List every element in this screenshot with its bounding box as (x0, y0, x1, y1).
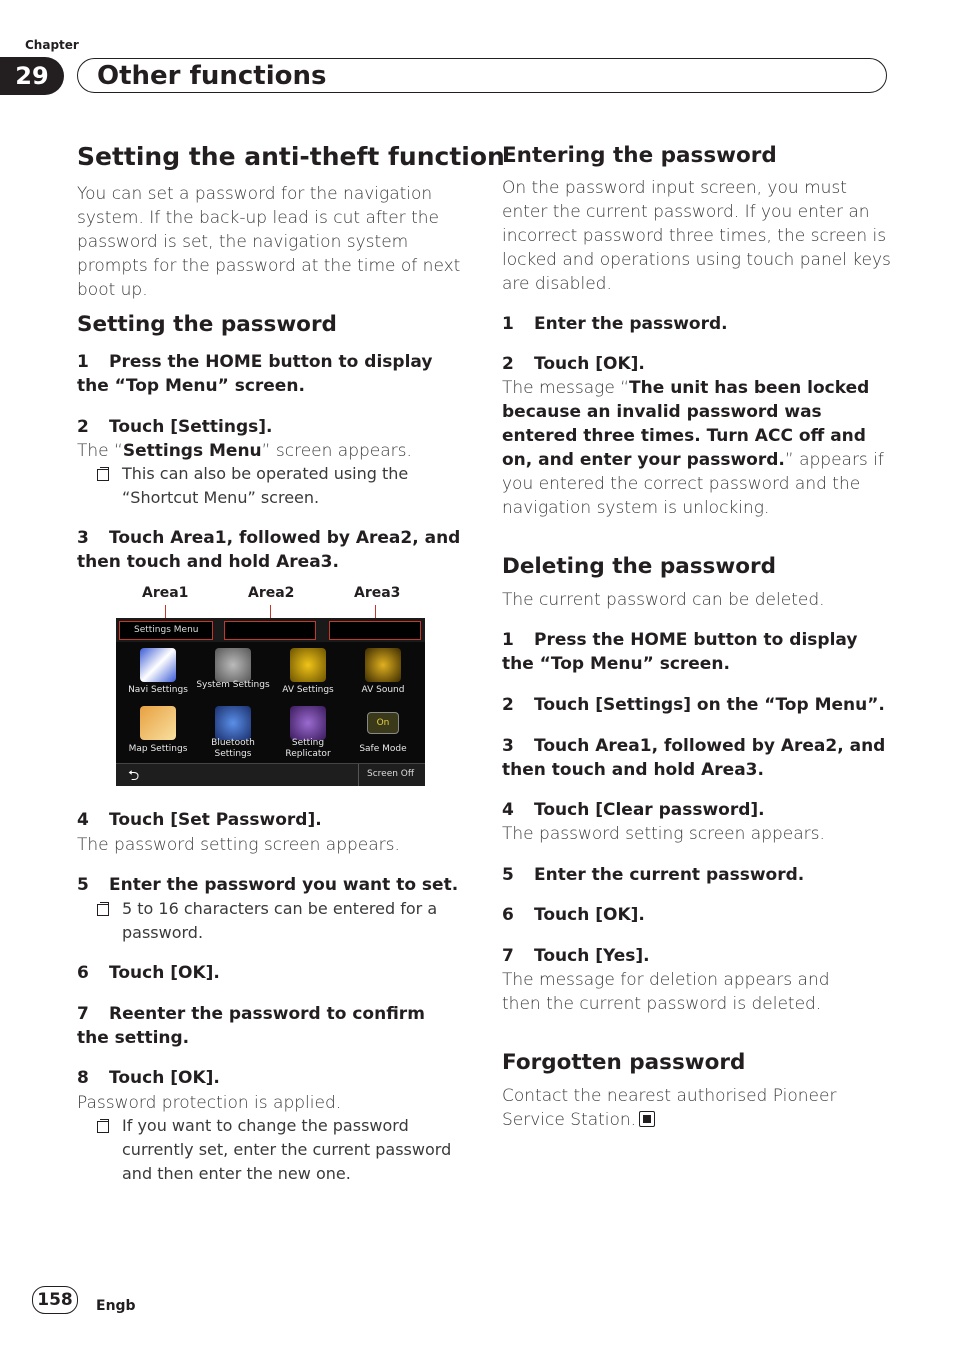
step-5: 5 Enter the password you want to set. (77, 875, 459, 895)
bluetooth-icon[interactable] (215, 706, 251, 740)
step-4: 4 Touch [Set Password]. (77, 810, 322, 830)
deleting-heading: Deleting the password (502, 554, 776, 579)
step-1: 1 Press the HOME button to display the “Top Menu” screen. (77, 352, 433, 396)
deleting-step-3: 3 Touch Area1, followed by Area2, and then touch and hold Area3. (502, 736, 886, 780)
step-5-note-text: 5 to 16 characters can be entered for a password. (122, 899, 438, 942)
note-checkbox-icon (97, 469, 109, 481)
map-settings-icon[interactable] (140, 706, 176, 740)
settings-menu-screenshot (116, 618, 425, 786)
back-arrow-icon[interactable]: ⮌ (128, 768, 140, 784)
bottom-divider (358, 764, 359, 786)
area1-label: Area1 (142, 585, 189, 601)
setting-replicator-label: Setting Replicator (285, 738, 331, 759)
deleting-step-7-text: Touch [Yes]. (534, 946, 650, 966)
deleting-step-7: 7 Touch [Yes]. (502, 946, 650, 966)
setting-replicator-icon[interactable] (290, 706, 326, 740)
locked-message: The unit has been locked because an invalid password was entered three times. Turn ACC off and on, and enter your password. (502, 378, 870, 470)
entering-step-2-result (502, 376, 892, 520)
language-code: Engb (96, 1298, 136, 1314)
entering-step-2-text: Touch [OK]. (534, 354, 645, 374)
step-8-text: Touch [OK]. (109, 1068, 220, 1088)
entering-step-1: 1 Enter the password. (502, 314, 728, 334)
chapter-title: Other functions (97, 61, 327, 91)
entering-step-1-text: Enter the password. (534, 314, 728, 334)
deleting-step-3-text: Touch Area1, followed by Area2, and then touch and hold Area3. (502, 736, 886, 780)
step-2-result-post: ” screen appears. (261, 441, 412, 461)
step-3-text: Touch Area1, followed by Area2, and then touch and hold Area3. (77, 528, 461, 572)
step-7-text: Reenter the password to confirm the setting. (77, 1004, 425, 1048)
safe-mode-icon[interactable]: On (367, 712, 399, 734)
deleting-step-5-text: Enter the current password. (534, 865, 805, 885)
deleting-step-4: 4 Touch [Clear password]. (502, 800, 765, 820)
entering-result-post: ” appears if you entered the correct password and the navigation system is unlocking. (502, 450, 884, 518)
step-2-note-text: This can also be operated using the “Shortcut Menu” screen. (122, 464, 409, 507)
forgotten-body-text: Contact the nearest authorised Pioneer Service Station. (502, 1086, 837, 1130)
step-3: 3 Touch Area1, followed by Area2, and then touch and hold Area3. (77, 528, 461, 572)
screen-off-button[interactable]: Screen Off (367, 769, 415, 779)
forgotten-body (502, 1084, 872, 1132)
area1-tab[interactable] (119, 621, 213, 640)
step-6: 6 Touch [OK]. (77, 963, 220, 983)
safe-mode-label: Safe Mode (359, 744, 407, 754)
deleting-step-4-text: Touch [Clear password]. (534, 800, 765, 820)
entering-heading: Entering the password (502, 143, 777, 168)
step-4-text: Touch [Set Password]. (109, 810, 322, 830)
screen-title: Settings Menu (134, 625, 199, 635)
intro-text: You can set a password for the navigation system. If the back-up lead is cut after the password is set, the navigation system prompts for the password at the time of next boot up. (77, 184, 461, 300)
step-7: 7 Reenter the password to confirm the setting. (77, 1004, 425, 1048)
av-sound-icon[interactable] (365, 648, 401, 682)
deleting-step-6-text: Touch [OK]. (534, 905, 645, 925)
map-settings-label: Map Settings (128, 744, 188, 754)
bluetooth-settings-label: Bluetooth Settings (211, 738, 255, 759)
step-1-text: Press the HOME button to display the “Top Menu” screen. (77, 352, 433, 396)
deleting-step-2-text: Touch [Settings] on the “Top Menu”. (534, 695, 885, 715)
deleting-body: The current password can be deleted. (502, 590, 825, 610)
step-8: 8 Touch [OK]. (77, 1068, 220, 1088)
navi-settings-label: Navi Settings (128, 685, 188, 695)
note-checkbox-icon (97, 1121, 109, 1133)
step-6-text: Touch [OK]. (109, 963, 220, 983)
area2-tab[interactable] (224, 621, 316, 640)
av-settings-icon[interactable] (290, 648, 326, 682)
section-title: Setting the anti-theft function (77, 142, 505, 171)
system-settings-icon[interactable] (215, 648, 251, 682)
step-2-text: Touch [Settings]. (109, 417, 273, 437)
area2-label: Area2 (248, 585, 295, 601)
entering-step-2: 2 Touch [OK]. (502, 354, 645, 374)
step-8-note (77, 1114, 462, 1186)
deleting-step-5: 5 Enter the current password. (502, 865, 805, 885)
deleting-step-6: 6 Touch [OK]. (502, 905, 645, 925)
page-number: 158 (32, 1286, 78, 1314)
settings-menu-label: Settings Menu (122, 441, 262, 461)
screen-bottom-bar (116, 763, 425, 786)
setting-password-heading: Setting the password (77, 312, 337, 337)
av-settings-label: AV Settings (282, 685, 334, 695)
step-4-result: The password setting screen appears. (77, 835, 400, 855)
deleting-step-4-result: The password setting screen appears. (502, 824, 825, 844)
deleting-step-2: 2 Touch [Settings] on the “Top Menu”. (502, 695, 885, 715)
deleting-step-7-result: The message for deletion appears and then the current password is deleted. (502, 970, 830, 1014)
entering-result-pre: The message “ (502, 378, 630, 398)
chapter-label: Chapter (25, 38, 79, 52)
step-2: 2 Touch [Settings]. (77, 417, 273, 437)
step-8-result: Password protection is applied. (77, 1093, 342, 1113)
end-of-section-icon (639, 1111, 655, 1127)
note-checkbox-icon (97, 904, 109, 916)
entering-body: On the password input screen, you must enter the current password. If you enter an incorrect password three times, the screen is locked and operations using touch panel keys are disabled. (502, 178, 891, 294)
chapter-number: 29 (0, 57, 64, 95)
step-5-text: Enter the password you want to set. (109, 875, 459, 895)
area3-label: Area3 (354, 585, 401, 601)
forgotten-heading: Forgotten password (502, 1050, 746, 1075)
deleting-step-1-text: Press the HOME button to display the “Top Menu” screen. (502, 630, 858, 674)
step-2-result-pre: The “ (77, 441, 123, 461)
system-settings-label: System Settings (196, 680, 270, 690)
step-2-result (77, 439, 462, 463)
step-5-note (77, 897, 442, 945)
step-8-note-text: If you want to change the password currently set, enter the current password and then enter the new one. (122, 1116, 452, 1183)
step-2-note (77, 462, 462, 510)
area3-tab[interactable] (329, 621, 421, 640)
av-sound-label: AV Sound (361, 685, 405, 695)
deleting-step-1: 1 Press the HOME button to display the “Top Menu” screen. (502, 630, 858, 674)
navi-settings-icon[interactable] (140, 648, 176, 682)
